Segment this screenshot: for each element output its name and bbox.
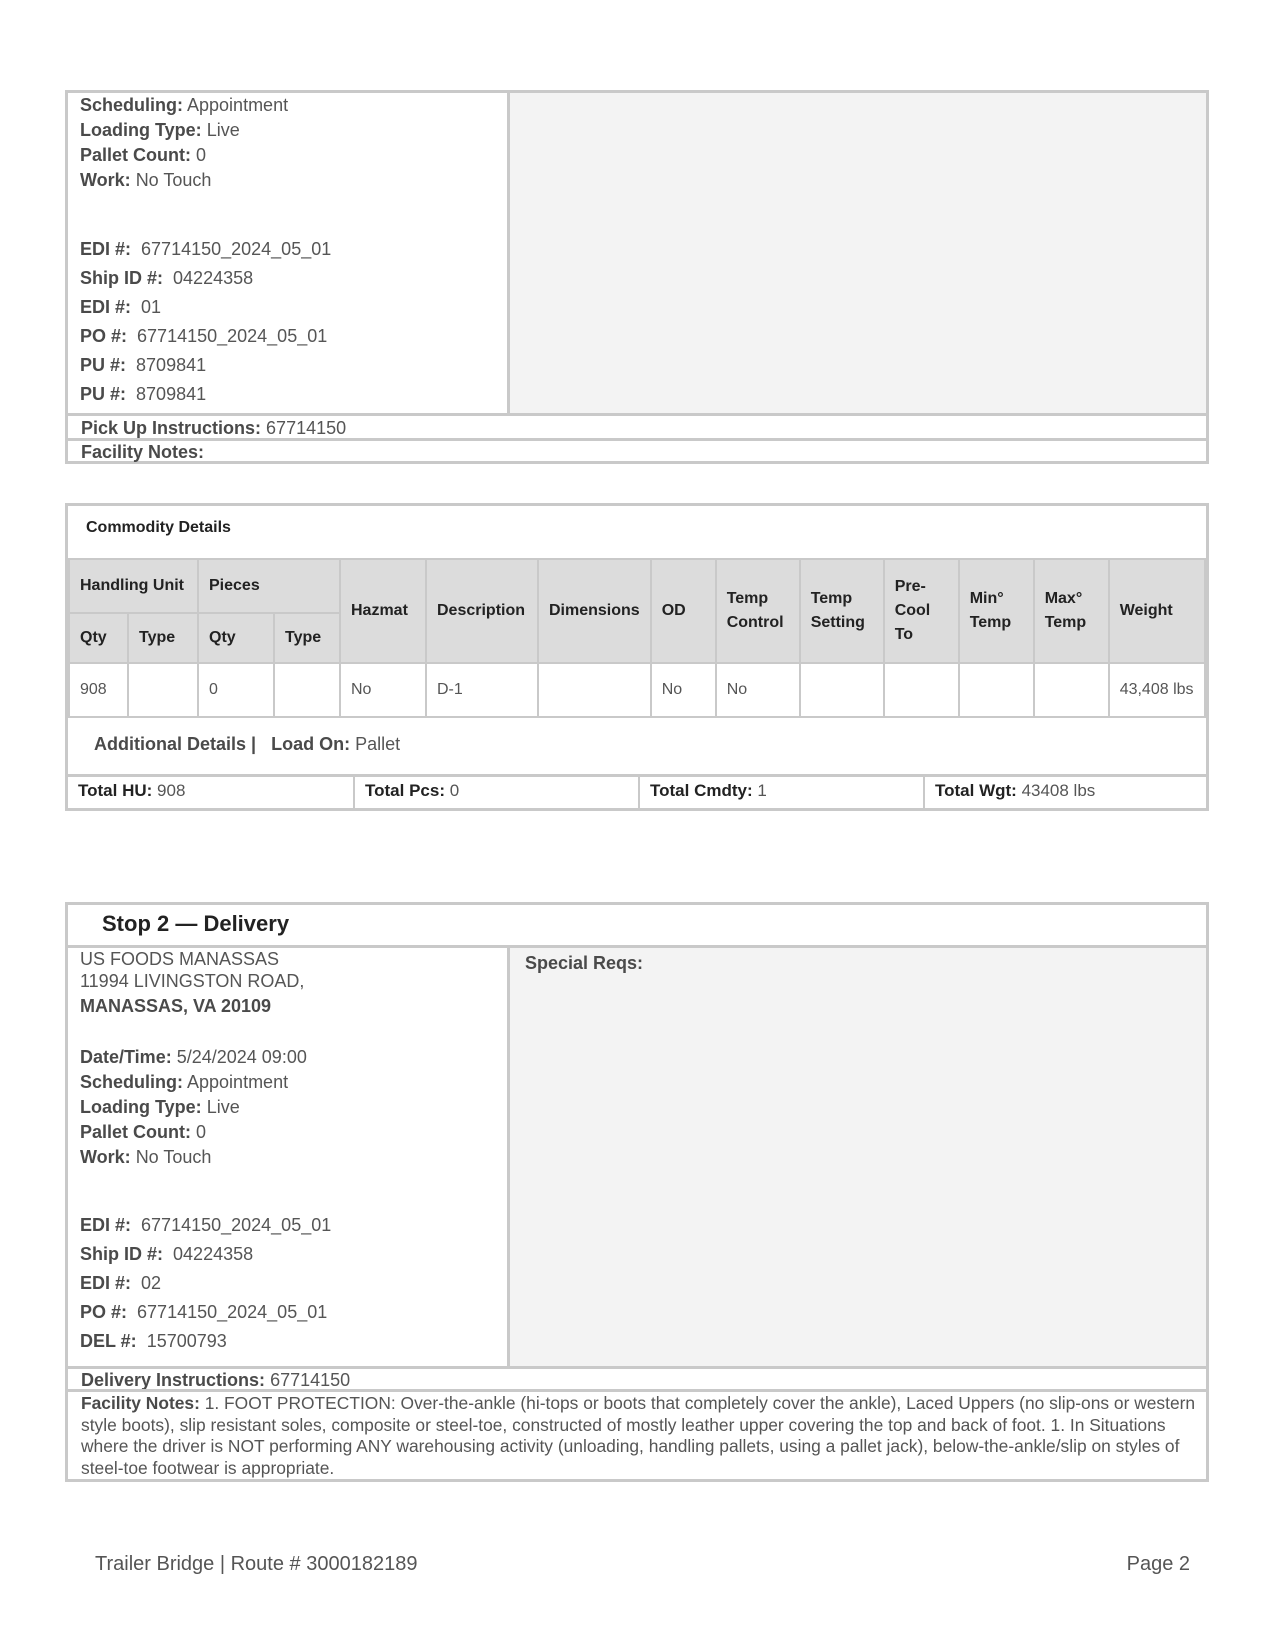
header-max-temp: Max° Temp — [1034, 559, 1109, 663]
stop2-work: Work: No Touch — [80, 1147, 212, 1167]
cell-weight: 43,408 lbs — [1109, 663, 1205, 717]
additional-details: Additional Details | Load On: Pallet — [94, 734, 401, 754]
stop2-ref-edi: EDI #: 67714150_2024_05_01 — [80, 1215, 332, 1235]
stop2-card — [65, 902, 1209, 1482]
stop1-ref-po: PO #: 67714150_2024_05_01 — [80, 326, 328, 346]
footer-route: Trailer Bridge | Route # 3000182189 — [95, 1553, 418, 1575]
footer-page-number: Page 2 — [1126, 1553, 1190, 1575]
stop2-street: 11994 LIVINGSTON ROAD, — [80, 971, 305, 991]
stop2-datetime: Date/Time: 5/24/2024 09:00 — [80, 1047, 307, 1067]
stop1-instructions-row: Pick Up Instructions: 67714150 — [68, 413, 1206, 441]
header-pcs-qty: Qty — [198, 613, 274, 663]
stop2-facility-row: Facility Notes: 1. FOOT PROTECTION: Over-the-ankle (hi-tops or boots that completely cover the ankle), Laced Uppers (no slip-ons or western style boots), slip resistant soles, composite or steel-toe, constructed of mostly leather upper covering the top and back of foot. 1. In Situations where the driver is NOT performing ANY warehousing activity (unloading, handling pallets, using a pallet jack), below-the-ankle/slip on styles of steel-toe footwear is appropriate. — [68, 1389, 1206, 1479]
stop1-loading-type: Loading Type: Live — [80, 120, 240, 140]
cell-od: No — [651, 663, 716, 717]
stop2-facility-name: US FOODS MANASSAS — [80, 949, 280, 969]
header-handling-unit: Handling Unit — [69, 559, 198, 613]
cell-pcs-type — [274, 663, 340, 717]
header-precool: Pre-Cool To — [884, 559, 959, 663]
cell-max-temp — [1034, 663, 1109, 717]
header-pieces: Pieces — [198, 559, 340, 613]
header-dimensions: Dimensions — [538, 559, 651, 663]
cell-dimensions — [538, 663, 651, 717]
total-weight: Total Wgt: 43408 lbs — [923, 777, 1206, 811]
header-temp-control: Temp Control — [716, 559, 800, 663]
stop1-work: Work: No Touch — [80, 170, 212, 190]
stop1-ref-pu: PU #: 8709841 — [80, 355, 207, 375]
header-hu-type: Type — [128, 613, 198, 663]
cell-description: D-1 — [426, 663, 538, 717]
special-reqs-label: Special Reqs: — [525, 953, 644, 973]
total-pieces: Total Pcs: 0 — [353, 777, 638, 811]
cell-precool — [884, 663, 959, 717]
header-description: Description — [426, 559, 538, 663]
stop2-scheduling: Scheduling: Appointment — [80, 1072, 289, 1092]
header-weight: Weight — [1109, 559, 1205, 663]
header-hazmat: Hazmat — [340, 559, 426, 663]
stop2-special-panel — [507, 948, 1206, 1369]
total-commodity: Total Cmdty: 1 — [638, 777, 923, 811]
stop2-ref-ship-id: Ship ID #: 04224358 — [80, 1244, 254, 1264]
commodity-card — [65, 503, 1209, 811]
header-temp-setting: Temp Setting — [800, 559, 884, 663]
totals-row — [68, 774, 1206, 811]
cell-hu-qty: 908 — [69, 663, 128, 717]
stop2-loading-type: Loading Type: Live — [80, 1097, 240, 1117]
stop2-title: Stop 2 — Delivery — [102, 911, 290, 936]
stop2-instructions-row: Delivery Instructions: 67714150 — [68, 1366, 1206, 1392]
stop2-body — [68, 945, 1206, 1369]
cell-hu-type — [128, 663, 198, 717]
stop1-right-panel — [507, 93, 1206, 413]
stop2-pallet-count: Pallet Count: 0 — [80, 1122, 207, 1142]
header-pcs-type: Type — [274, 613, 340, 663]
total-hu: Total HU: 908 — [78, 781, 186, 800]
header-min-temp: Min° Temp — [959, 559, 1034, 663]
cell-hazmat: No — [340, 663, 426, 717]
table-row — [69, 663, 1205, 717]
stop2-ref-edi-seq: EDI #: 02 — [80, 1273, 162, 1293]
header-hu-qty: Qty — [69, 613, 128, 663]
stop2-ref-po: PO #: 67714150_2024_05_01 — [80, 1302, 328, 1322]
cell-temp-control: No — [716, 663, 800, 717]
stop1-ref-edi: EDI #: 67714150_2024_05_01 — [80, 239, 332, 259]
commodity-table — [68, 558, 1206, 718]
header-od: OD — [651, 559, 716, 663]
stop1-ref-edi-seq: EDI #: 01 — [80, 297, 162, 317]
stop1-facility-row: Facility Notes: — [68, 438, 1206, 464]
stop1-ref-pu-2: PU #: 8709841 — [80, 384, 207, 404]
stop2-city: MANASSAS, VA 20109 — [80, 996, 272, 1016]
cell-temp-setting — [800, 663, 884, 717]
cell-pcs-qty: 0 — [198, 663, 274, 717]
commodity-title: Commodity Details — [86, 519, 231, 536]
stop1-pallet-count: Pallet Count: 0 — [80, 145, 207, 165]
stop2-ref-del: DEL #: 15700793 — [80, 1331, 227, 1351]
stop1-card — [65, 90, 1209, 464]
stop1-scheduling: Scheduling: Appointment — [80, 95, 289, 115]
stop1-ref-ship-id: Ship ID #: 04224358 — [80, 268, 254, 288]
cell-min-temp — [959, 663, 1034, 717]
